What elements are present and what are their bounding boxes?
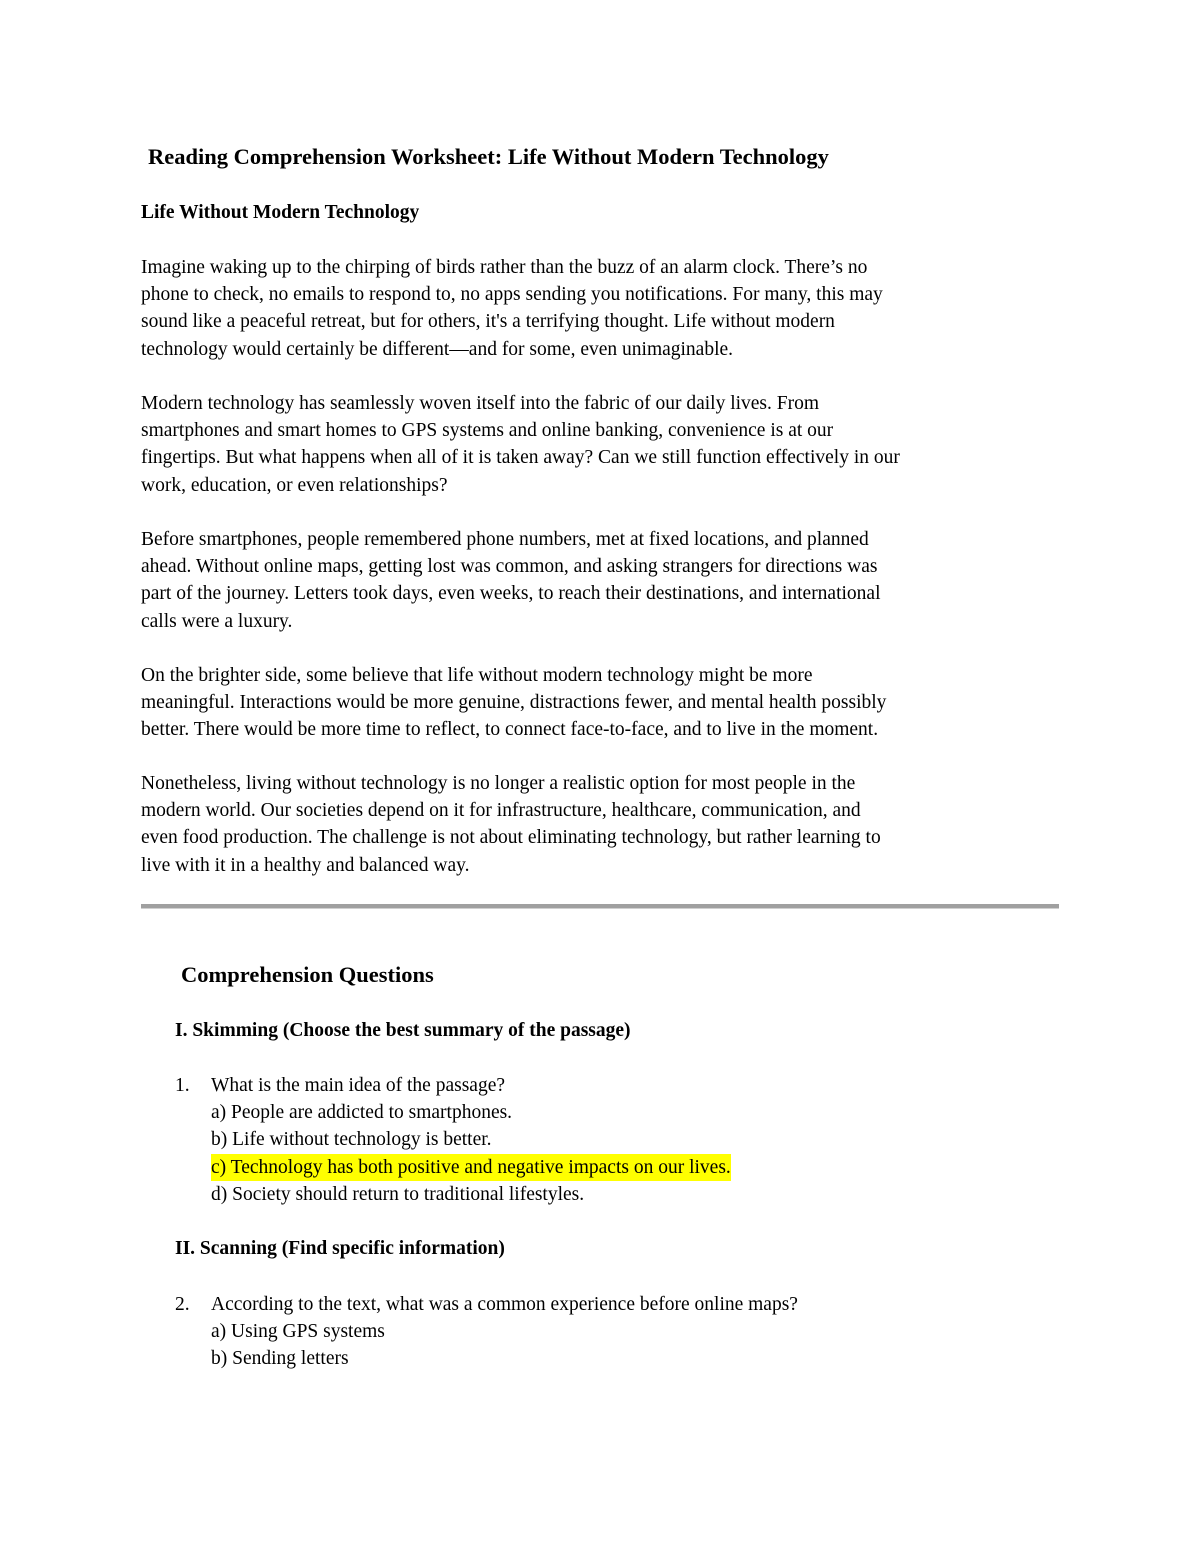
question-number: 2. xyxy=(175,1294,190,1315)
question-number: 1. xyxy=(175,1075,190,1096)
paragraph-line: Imagine waking up to the chirping of birds rather than the buzz of an alarm clock. There’s no xyxy=(141,257,868,278)
section-heading-scanning: II. Scanning (Find specific information) xyxy=(175,1238,505,1259)
paragraph-line: smartphones and smart homes to GPS systems and online banking, convenience is at our xyxy=(141,420,834,442)
section-heading-skimming: I. Skimming (Choose the best summary of the passage) xyxy=(175,1020,631,1041)
paragraph-line: technology would certainly be different—and for some, even unimaginable. xyxy=(141,338,734,360)
paragraph-line: part of the journey. Letters took days, even weeks, to reach their destinations, and international xyxy=(141,583,881,605)
paragraph-2 xyxy=(141,390,1066,499)
worksheet-title: Reading Comprehension Worksheet: Life Without Modern Technology xyxy=(148,144,829,169)
paragraph-line: work, education, or even relationships? xyxy=(141,474,448,496)
paragraph-line: better. There would be more time to reflect, to connect face-to-face, and to live in the moment. xyxy=(141,719,879,741)
answer-option-b: b) Sending letters xyxy=(211,1348,349,1370)
paragraph-4 xyxy=(141,662,1066,744)
paragraph-line: even food production. The challenge is not about eliminating technology, but rather learning to xyxy=(141,827,881,849)
paragraph-line: On the brighter side, some believe that life without modern technology might be more xyxy=(141,665,813,686)
answer-option-a: a) People are addicted to smartphones. xyxy=(211,1102,513,1124)
paragraph-line: modern world. Our societies depend on it for infrastructure, healthcare, communication, and xyxy=(141,800,861,822)
passage-title: Life Without Modern Technology xyxy=(141,202,420,223)
paragraph-line: Before smartphones, people remembered phone numbers, met at fixed locations, and planned xyxy=(141,529,869,550)
paragraph-3 xyxy=(141,526,1066,635)
questions-heading: Comprehension Questions xyxy=(181,962,434,987)
paragraph-line: live with it in a healthy and balanced way. xyxy=(141,854,470,876)
paragraph-1 xyxy=(141,254,1066,363)
paragraph-line: ahead. Without online maps, getting lost was common, and asking strangers for directions was xyxy=(141,556,878,578)
question-text: What is the main idea of the passage? xyxy=(211,1075,506,1096)
horizontal-rule xyxy=(141,904,1059,909)
paragraph-line: meaningful. Interactions would be more genuine, distractions fewer, and mental health possibly xyxy=(141,692,887,714)
answer-option-d: d) Society should return to traditional lifestyles. xyxy=(211,1183,585,1205)
paragraph-line: Modern technology has seamlessly woven itself into the fabric of our daily lives. From xyxy=(141,393,820,414)
paragraph-line: Nonetheless, living without technology is no longer a realistic option for most people in the xyxy=(141,773,856,794)
answer-option-c-highlighted: c) Technology has both positive and negative impacts on our lives. xyxy=(211,1154,731,1181)
paragraph-5 xyxy=(141,770,1066,879)
paragraph-line: calls were a luxury. xyxy=(141,610,293,632)
paragraph-line: phone to check, no emails to respond to, no apps sending you notifications. For many, this may xyxy=(141,284,883,306)
question-text: According to the text, what was a common experience before online maps? xyxy=(211,1294,798,1315)
answer-option-a: a) Using GPS systems xyxy=(211,1321,385,1343)
paragraph-line: fingertips. But what happens when all of it is taken away? Can we still function effectively in our xyxy=(141,447,900,469)
paragraph-line: sound like a peaceful retreat, but for others, it's a terrifying thought. Life without modern xyxy=(141,311,835,333)
answer-option-b: b) Life without technology is better. xyxy=(211,1129,492,1151)
